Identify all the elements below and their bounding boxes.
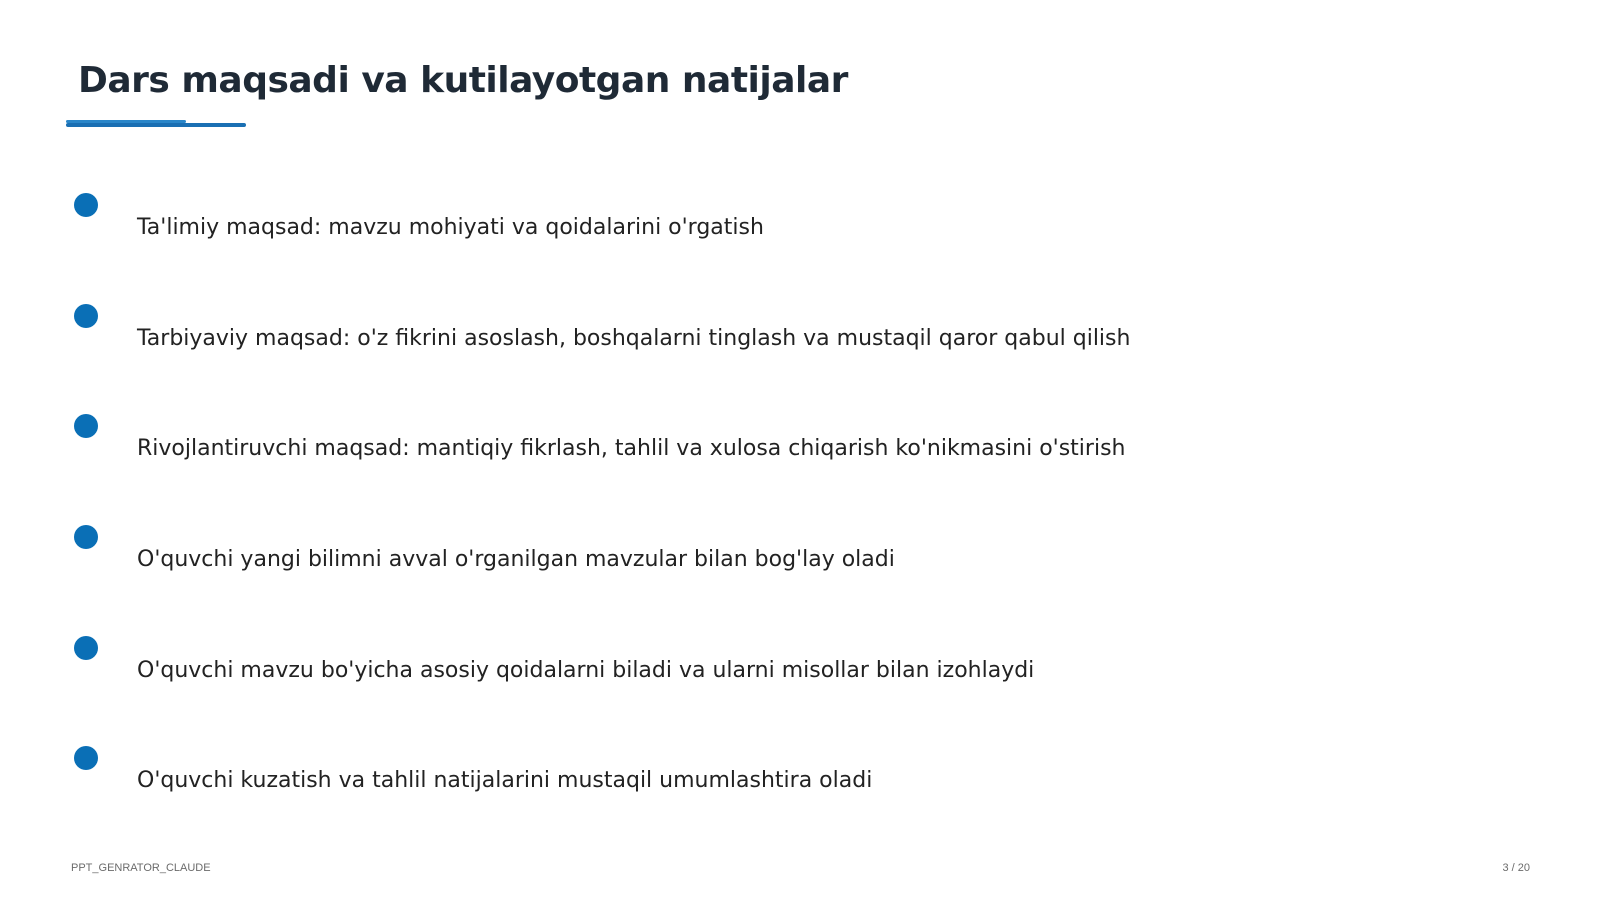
bullet-text: Rivojlantiruvchi maqsad: mantiqiy fikrlash, tahlil va xulosa chiqarish ko'nikmasini o'stirish bbox=[137, 436, 1126, 461]
bullet-text: O'quvchi yangi bilimni avval o'rganilgan mavzular bilan bog'lay oladi bbox=[137, 547, 895, 572]
bullet-dot-icon bbox=[74, 304, 98, 328]
bullet-dot-icon bbox=[74, 414, 98, 438]
bullet-item bbox=[0, 193, 1600, 263]
bullet-text: O'quvchi kuzatish va tahlil natijalarini mustaqil umumlashtira oladi bbox=[137, 768, 873, 793]
bullet-item bbox=[0, 636, 1600, 706]
bullet-item bbox=[0, 414, 1600, 484]
page-number: 3 / 20 bbox=[1502, 862, 1530, 874]
bullet-item bbox=[0, 746, 1600, 816]
footer-source-label: PPT_GENRATOR_CLAUDE bbox=[71, 862, 211, 874]
bullet-dot-icon bbox=[74, 636, 98, 660]
bullet-text: Ta'limiy maqsad: mavzu mohiyati va qoidalarini o'rgatish bbox=[137, 215, 764, 240]
bullet-item bbox=[0, 525, 1600, 595]
bullet-text: O'quvchi mavzu bo'yicha asosiy qoidalarni biladi va ularni misollar bilan izohlaydi bbox=[137, 658, 1035, 683]
bullet-item bbox=[0, 304, 1600, 374]
slide-title: Dars maqsadi va kutilayotgan natijalar bbox=[78, 60, 848, 101]
bullet-dot-icon bbox=[74, 525, 98, 549]
bullet-text: Tarbiyaviy maqsad: o'z fikrini asoslash, boshqalarni tinglash va mustaqil qaror qabul qilish bbox=[137, 326, 1131, 351]
bullet-dot-icon bbox=[74, 746, 98, 770]
bullet-dot-icon bbox=[74, 193, 98, 217]
